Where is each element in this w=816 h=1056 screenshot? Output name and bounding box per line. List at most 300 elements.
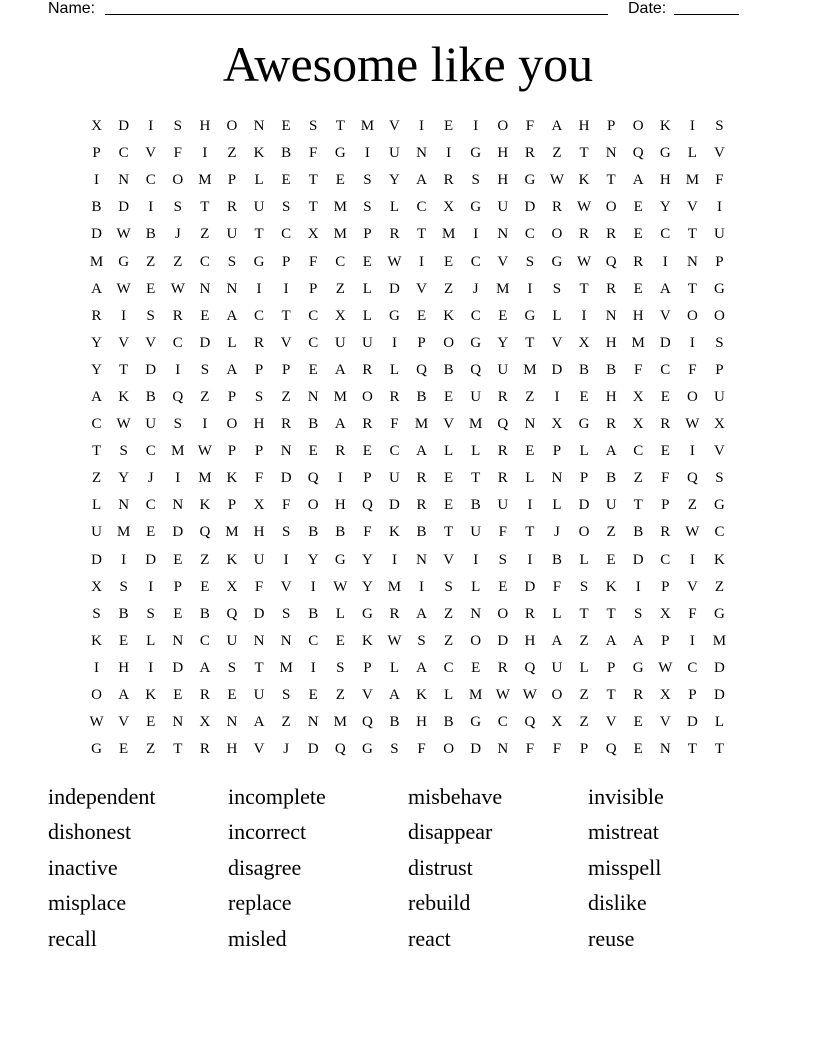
grid-letter: F (688, 361, 697, 378)
grid-letter: F (688, 605, 697, 622)
grid-letter: J (472, 280, 479, 297)
grid-letter: W (170, 280, 185, 297)
grid-letter: O (307, 497, 319, 514)
grid-letter: B (579, 361, 590, 378)
grid-letter: E (579, 388, 589, 405)
grid-letter: T (606, 605, 616, 622)
grid-letter: Z (281, 388, 291, 405)
grid-letter: T (254, 226, 264, 243)
grid-letter: C (199, 253, 210, 270)
grid-letter: Y (659, 199, 671, 216)
grid-letter: X (578, 334, 590, 351)
grid-letter: Q (524, 714, 536, 731)
grid-letter: P (417, 334, 426, 351)
grid-letter: X (551, 714, 563, 731)
grid-letter: E (444, 253, 454, 270)
grid-letter: D (118, 118, 130, 135)
grid-letter: G (551, 253, 563, 270)
grid-letter: T (281, 307, 291, 324)
grid-letter: T (579, 280, 589, 297)
grid-letter: B (416, 388, 427, 405)
grid-letter: X (632, 388, 644, 405)
grid-letter: I (310, 659, 316, 676)
grid-letter: I (446, 145, 452, 162)
grid-letter: I (94, 172, 100, 189)
word-bank-item: dishonest (48, 819, 132, 845)
grid-letter: M (414, 416, 429, 433)
grid-letter: S (227, 253, 237, 270)
grid-letter: P (715, 253, 724, 270)
grid-letter: B (308, 416, 319, 433)
grid-letter: D (659, 334, 671, 351)
word-bank-item: invisible (588, 783, 664, 809)
grid-letter: T (579, 145, 589, 162)
grid-letter: N (416, 145, 427, 162)
grid-letter: C (443, 659, 454, 676)
grid-letter: Z (281, 714, 291, 731)
grid-letter: E (444, 388, 454, 405)
grid-letter: M (441, 226, 456, 243)
grid-letter: P (552, 443, 562, 460)
grid-letter: S (715, 118, 724, 135)
grid-letter: T (687, 226, 697, 243)
grid-letter: H (118, 659, 130, 676)
grid-letter: G (334, 145, 346, 162)
grid-letter: F (661, 470, 670, 487)
grid-letter: R (660, 416, 671, 433)
grid-letter: V (253, 741, 265, 758)
grid-letter: R (497, 470, 508, 487)
word-bank-item: reuse (588, 925, 635, 951)
grid-letter: M (469, 416, 483, 433)
grid-letter: V (686, 199, 698, 216)
grid-letter: C (714, 524, 725, 541)
grid-letter: H (226, 741, 238, 758)
grid-letter: H (253, 524, 265, 541)
grid-letter: A (226, 307, 238, 324)
grid-letter: K (714, 551, 725, 568)
grid-letter: L (552, 605, 562, 622)
grid-letter: Y (91, 334, 102, 351)
grid-letter: T (119, 361, 129, 378)
grid-letter: I (364, 145, 370, 162)
grid-letter: H (497, 172, 509, 189)
grid-letter: Q (226, 605, 238, 622)
grid-letter: R (524, 145, 535, 162)
grid-letter: B (145, 226, 156, 243)
grid-letter: I (473, 226, 479, 243)
grid-letter: J (554, 524, 560, 541)
grid-letter: N (416, 551, 427, 568)
grid-letter: I (689, 334, 695, 351)
grid-letter: S (254, 388, 264, 405)
grid-letter: E (308, 443, 318, 460)
word-bank-item: dislike (588, 890, 647, 916)
grid-letter: M (333, 388, 347, 405)
grid-letter: I (527, 280, 533, 297)
grid-letter: T (525, 524, 535, 541)
grid-letter: Z (173, 253, 183, 270)
grid-letter: D (280, 470, 292, 487)
grid-letter: Z (335, 280, 345, 297)
grid-letter: T (308, 172, 318, 189)
grid-letter: G (470, 334, 482, 351)
grid-letter: E (444, 118, 454, 135)
grid-letter: P (254, 361, 264, 378)
grid-letter: D (578, 497, 590, 514)
grid-letter: S (471, 172, 480, 189)
grid-letter: C (660, 551, 671, 568)
grid-letter: S (227, 659, 237, 676)
grid-letter: G (470, 145, 482, 162)
grid-letter: I (689, 443, 695, 460)
grid-letter: G (714, 605, 725, 622)
grid-letter: C (308, 334, 319, 351)
grid-letter: N (470, 605, 482, 622)
grid-letter: S (92, 605, 101, 622)
grid-letter: A (659, 280, 671, 297)
grid-letter: I (419, 118, 425, 135)
grid-letter: A (334, 416, 346, 433)
grid-letter: Q (605, 253, 617, 270)
grid-letter: F (552, 741, 562, 758)
grid-letter: M (198, 172, 212, 189)
grid-letter: S (417, 632, 426, 649)
grid-letter: P (227, 388, 237, 405)
grid-letter: F (281, 497, 291, 514)
grid-letter: D (91, 226, 102, 243)
grid-letter: H (605, 388, 617, 405)
grid-letter: R (497, 659, 508, 676)
grid-letter: L (552, 307, 562, 324)
grid-letter: L (714, 714, 725, 731)
grid-letter: M (279, 659, 293, 676)
grid-letter: D (714, 687, 725, 704)
grid-letter: X (91, 118, 102, 135)
grid-letter: N (172, 632, 184, 649)
grid-letter: Y (118, 470, 130, 487)
grid-letter: F (525, 741, 535, 758)
grid-letter: K (91, 632, 102, 649)
grid-letter: N (280, 443, 292, 460)
grid-letter: Y (91, 361, 102, 378)
word-bank-item: distrust (408, 854, 473, 880)
grid-letter: X (714, 416, 725, 433)
grid-letter: R (199, 687, 210, 704)
grid-letter: C (633, 443, 644, 460)
grid-letter: O (578, 524, 590, 541)
grid-letter: N (605, 145, 617, 162)
grid-letter: O (470, 632, 482, 649)
grid-letter: S (444, 578, 453, 595)
grid-letter: F (498, 524, 507, 541)
grid-letter: T (687, 280, 697, 297)
grid-letter: Z (444, 280, 454, 297)
grid-letter: W (197, 443, 212, 460)
grid-letter: Q (686, 470, 698, 487)
grid-letter: B (416, 524, 427, 541)
grid-letter: R (199, 741, 210, 758)
grid-letter: O (226, 118, 238, 135)
grid-letter: Q (632, 145, 644, 162)
grid-letter: I (473, 551, 479, 568)
grid-letter: Z (146, 741, 156, 758)
grid-letter: M (116, 524, 131, 541)
grid-letter: R (281, 416, 292, 433)
grid-letter: E (471, 659, 481, 676)
grid-letter: F (173, 145, 182, 162)
grid-letter: U (470, 524, 482, 541)
grid-letter: E (362, 443, 372, 460)
grid-letter: B (389, 714, 400, 731)
grid-letter: P (173, 578, 182, 595)
grid-letter: G (253, 253, 265, 270)
grid-letter: P (281, 361, 291, 378)
grid-letter: I (662, 253, 668, 270)
grid-letter: E (525, 443, 535, 460)
grid-letter: I (121, 551, 127, 568)
grid-letter: D (199, 334, 211, 351)
grid-letter: C (172, 334, 183, 351)
grid-letter: L (254, 172, 264, 189)
grid-letter: T (579, 605, 589, 622)
grid-letter: D (524, 578, 536, 595)
grid-letter: F (715, 172, 724, 189)
name-label: Name: (48, 0, 96, 17)
grid-letter: I (689, 118, 695, 135)
grid-letter: S (146, 605, 155, 622)
grid-letter: S (336, 659, 345, 676)
word-bank-item: rebuild (408, 890, 471, 916)
word-bank (48, 779, 768, 957)
grid-letter: A (551, 118, 563, 135)
grid-letter: E (119, 741, 129, 758)
grid-letter: L (227, 334, 237, 351)
grid-letter: P (363, 226, 372, 243)
grid-letter: V (443, 416, 455, 433)
grid-letter: W (522, 687, 537, 704)
grid-letter: V (118, 334, 130, 351)
grid-letter: D (145, 551, 157, 568)
grid-letter: W (116, 416, 131, 433)
grid-letter: U (470, 388, 482, 405)
grid-letter: B (281, 145, 292, 162)
grid-letter: E (633, 226, 643, 243)
grid-letter: P (309, 280, 318, 297)
grid-letter: Y (389, 172, 400, 189)
grid-letter: N (226, 280, 238, 297)
grid-letter: I (391, 334, 397, 351)
grid-letter: J (147, 470, 154, 487)
grid-letter: O (226, 416, 238, 433)
grid-letter: J (174, 226, 181, 243)
grid-letter: V (280, 578, 292, 595)
letter-grid (83, 113, 733, 763)
grid-letter: R (416, 497, 427, 514)
grid-letter: N (497, 226, 509, 243)
grid-letter: Z (714, 578, 725, 595)
grid-letter: W (685, 524, 700, 541)
grid-letter: D (470, 741, 482, 758)
grid-letter: Z (579, 714, 589, 731)
grid-letter: K (199, 497, 211, 514)
word-bank-item: misplace (48, 890, 127, 916)
grid-letter: M (89, 253, 104, 270)
grid-letter: K (226, 470, 238, 487)
grid-letter: P (227, 443, 237, 460)
word-bank-item: disagree (228, 854, 302, 880)
grid-letter: V (714, 443, 725, 460)
grid-letter: N (659, 741, 671, 758)
grid-letter: C (145, 497, 156, 514)
grid-letter: R (335, 443, 346, 460)
grid-letter: O (497, 118, 509, 135)
grid-letter: E (308, 687, 318, 704)
grid-letter: Z (91, 470, 102, 487)
grid-letter: V (605, 714, 617, 731)
grid-letter: T (254, 659, 264, 676)
grid-letter: I (581, 307, 587, 324)
grid-letter: I (419, 578, 425, 595)
grid-letter: X (91, 578, 102, 595)
grid-letter: O (686, 307, 698, 324)
grid-letter: A (632, 632, 644, 649)
grid-letter: E (660, 443, 670, 460)
grid-letter: D (145, 361, 157, 378)
grid-letter: J (283, 741, 290, 758)
grid-letter: I (689, 632, 695, 649)
grid-letter: X (632, 416, 644, 433)
grid-letter: R (633, 687, 644, 704)
grid-letter: Z (633, 470, 643, 487)
grid-letter: S (715, 334, 724, 351)
grid-letter: I (256, 280, 262, 297)
grid-letter: A (226, 361, 238, 378)
grid-letter: U (334, 334, 346, 351)
grid-letter: F (254, 470, 264, 487)
grid-letter: R (389, 226, 400, 243)
grid-letter: L (579, 443, 589, 460)
grid-letter: I (310, 578, 316, 595)
grid-letter: Q (361, 497, 373, 514)
grid-letter: R (389, 388, 400, 405)
grid-letter: M (171, 443, 185, 460)
grid-letter: P (281, 253, 291, 270)
grid-letter: S (525, 253, 535, 270)
grid-letter: C (470, 307, 481, 324)
grid-letter: B (91, 199, 102, 216)
grid-letter: T (91, 443, 102, 460)
grid-letter: I (148, 118, 154, 135)
grid-letter: K (578, 172, 590, 189)
grid-letter: P (579, 741, 589, 758)
grid-letter: C (497, 714, 508, 731)
grid-letter: H (632, 307, 644, 324)
grid-letter: R (497, 443, 508, 460)
grid-letter: I (527, 551, 533, 568)
grid-letter: C (470, 253, 481, 270)
grid-letter: I (202, 145, 208, 162)
grid-letter: P (92, 145, 101, 162)
grid-letter: E (660, 388, 670, 405)
grid-letter: E (444, 497, 454, 514)
grid-letter: Q (307, 470, 319, 487)
grid-letter: N (253, 632, 265, 649)
grid-letter: E (281, 172, 291, 189)
grid-letter: E (146, 714, 156, 731)
grid-letter: U (226, 632, 238, 649)
grid-letter: T (606, 687, 616, 704)
grid-letter: P (661, 632, 670, 649)
grid-letter: A (605, 443, 617, 460)
grid-letter: T (714, 741, 725, 758)
grid-letter: P (227, 497, 237, 514)
grid-letter: S (281, 199, 291, 216)
grid-letter: P (254, 443, 264, 460)
grid-letter: R (362, 416, 373, 433)
grid-letter: R (606, 280, 617, 297)
grid-letter: D (714, 659, 725, 676)
grid-letter: C (281, 226, 292, 243)
page-title: Awesome like you (222, 36, 594, 92)
grid-letter: P (661, 497, 670, 514)
grid-letter: S (173, 118, 182, 135)
grid-letter: Y (307, 551, 319, 568)
grid-letter: H (416, 714, 427, 731)
grid-letter: I (391, 551, 397, 568)
grid-letter: G (361, 741, 373, 758)
grid-letter: Z (552, 145, 562, 162)
grid-letter: C (254, 307, 265, 324)
grid-letter: U (605, 497, 617, 514)
grid-letter: F (309, 253, 318, 270)
word-bank-item: recall (48, 925, 97, 951)
grid-letter: E (633, 280, 643, 297)
grid-letter: B (443, 361, 454, 378)
grid-letter: V (443, 551, 455, 568)
grid-letter: Z (525, 388, 535, 405)
grid-letter: H (497, 145, 509, 162)
grid-letter: M (712, 632, 727, 649)
grid-letter: E (444, 470, 454, 487)
grid-letter: W (576, 253, 592, 270)
grid-letter: W (116, 226, 131, 243)
grid-letter: E (200, 307, 210, 324)
grid-letter: Z (579, 687, 589, 704)
grid-letter: F (390, 416, 399, 433)
grid-letter: I (283, 551, 289, 568)
grid-letter: I (283, 280, 289, 297)
grid-letter: Q (199, 524, 211, 541)
grid-letter: L (389, 361, 400, 378)
grid-letter: U (714, 226, 725, 243)
grid-letter: A (199, 659, 211, 676)
grid-letter: B (443, 714, 454, 731)
grid-letter: B (606, 361, 617, 378)
grid-letter: L (552, 497, 562, 514)
grid-letter: O (632, 118, 644, 135)
grid-letter: U (497, 497, 509, 514)
grid-letter: G (714, 497, 725, 514)
grid-letter: S (363, 199, 372, 216)
grid-letter: U (389, 470, 400, 487)
grid-letter: T (308, 199, 318, 216)
grid-letter: O (91, 687, 102, 704)
grid-letter: A (118, 687, 130, 704)
grid-letter: S (281, 524, 291, 541)
word-bank-item: misled (228, 925, 287, 951)
grid-letter: V (659, 307, 671, 324)
